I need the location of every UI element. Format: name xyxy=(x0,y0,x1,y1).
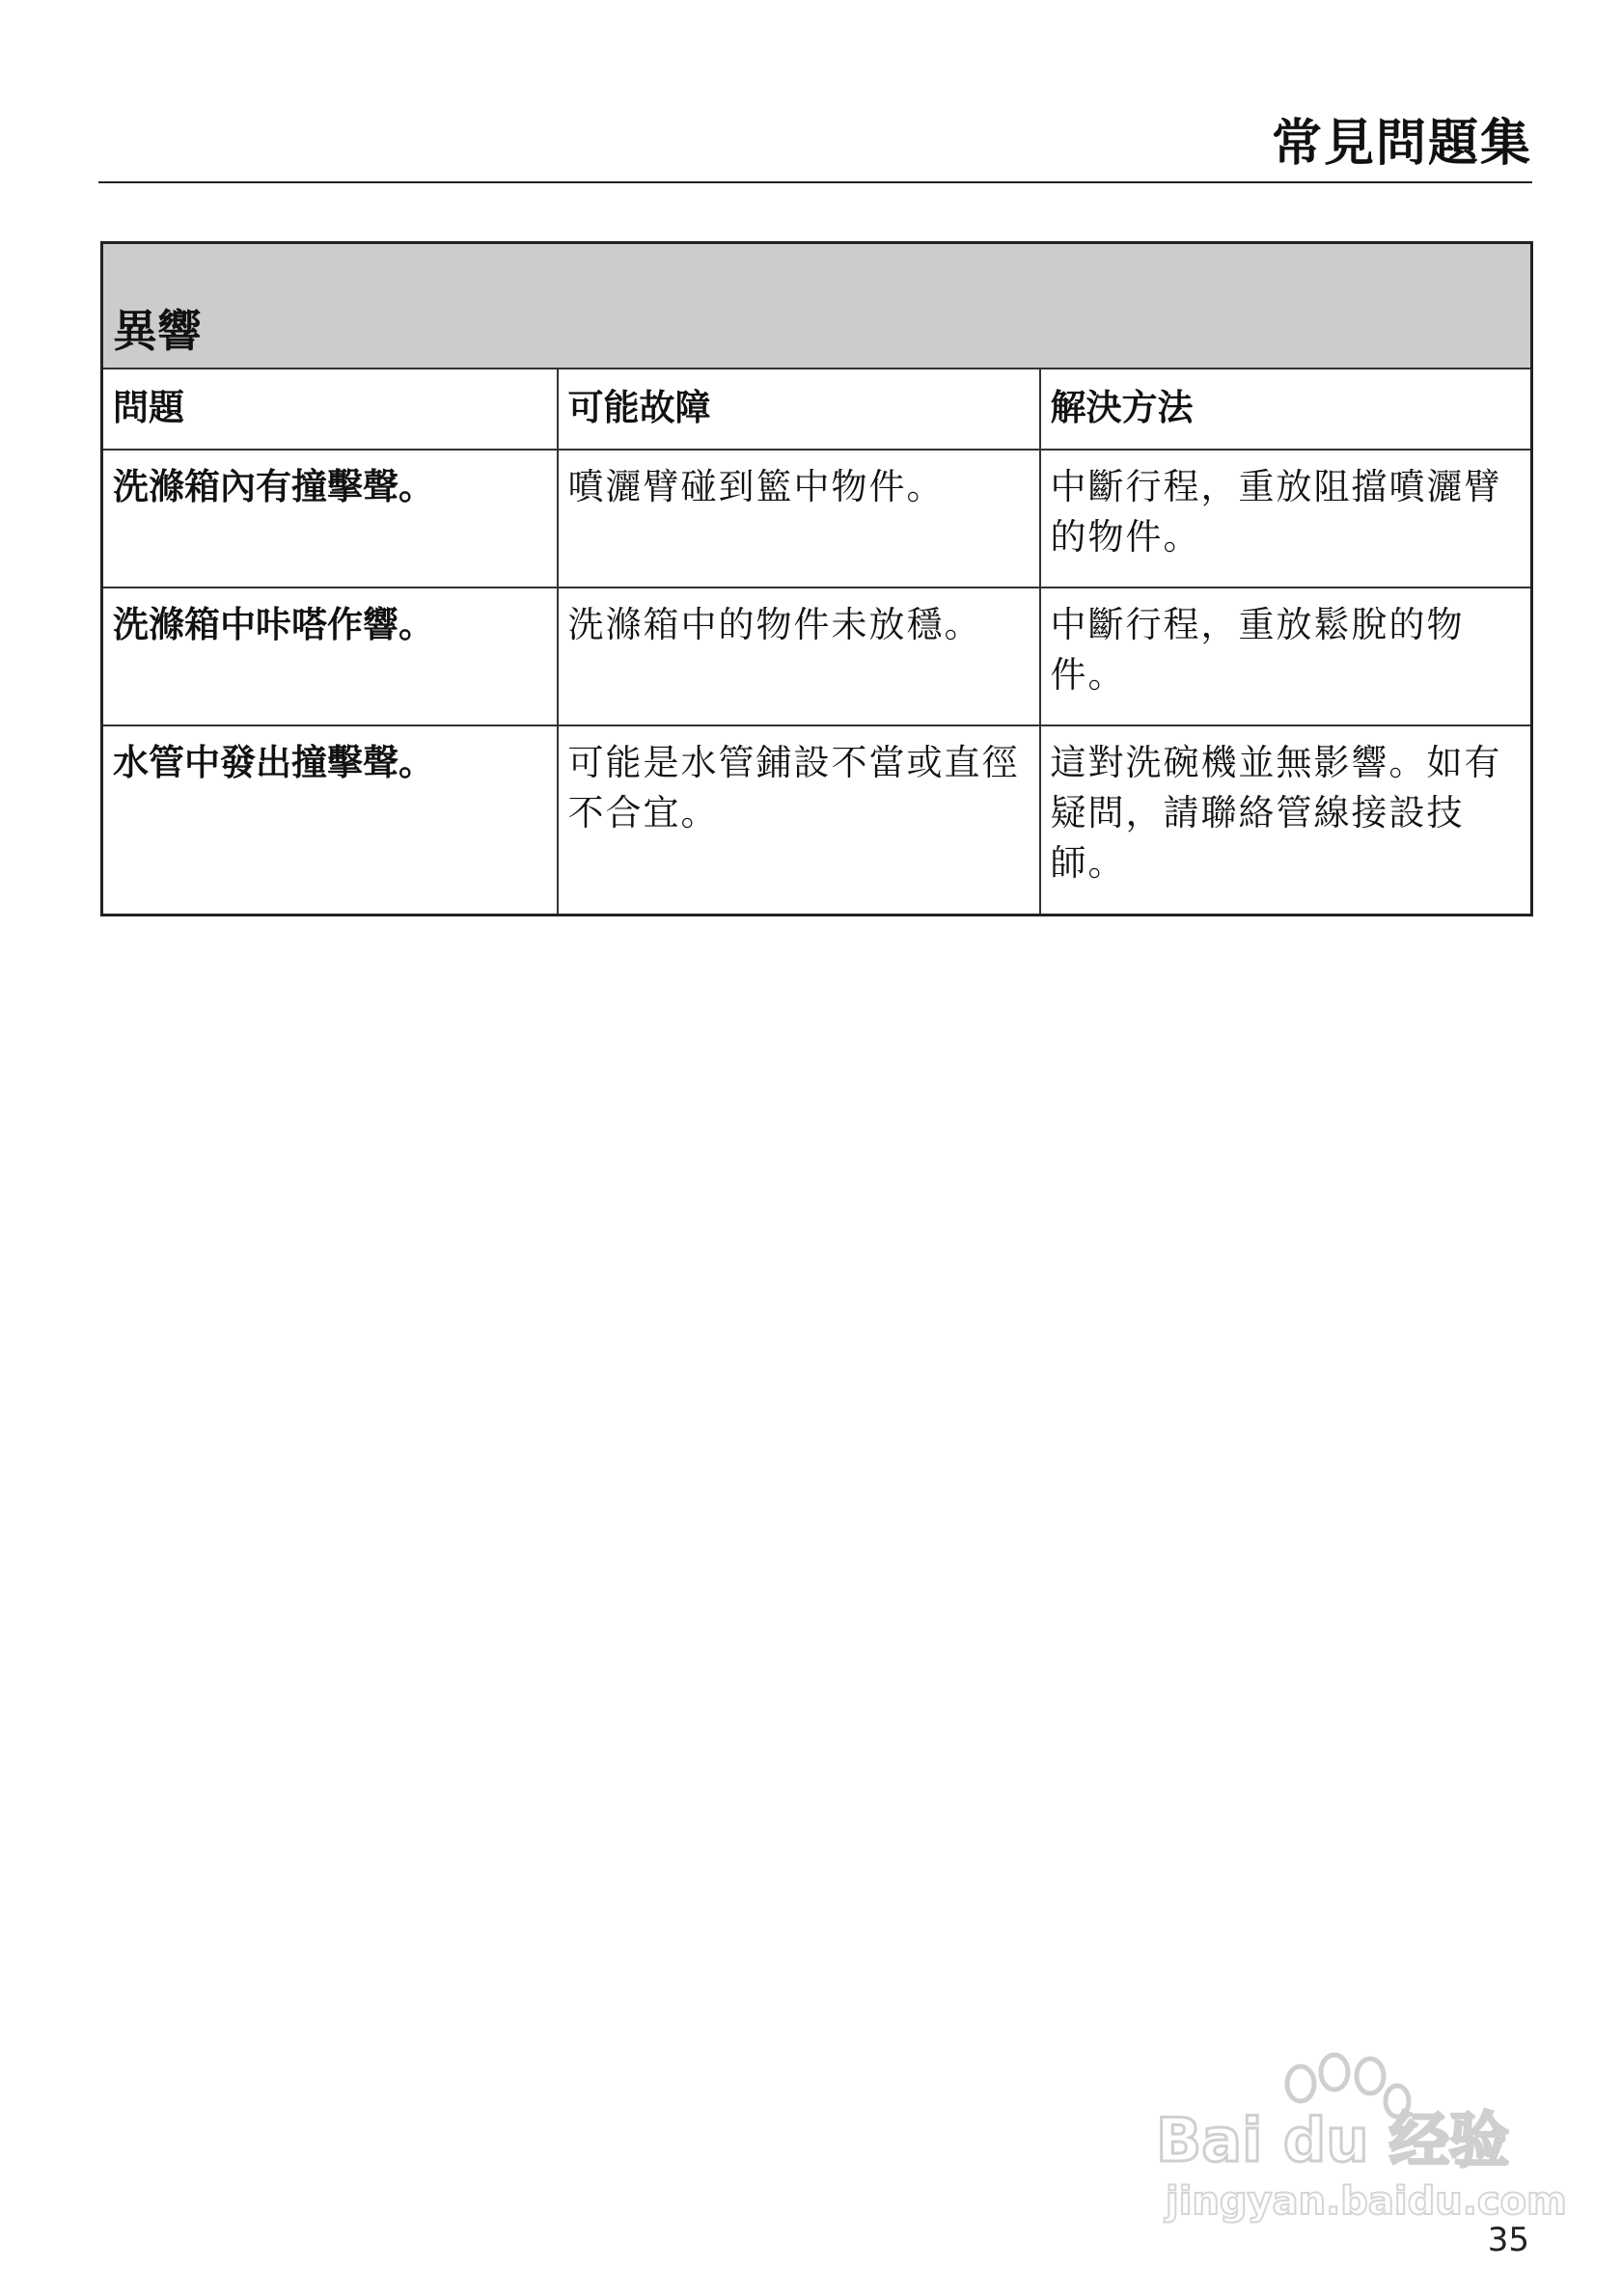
page-header xyxy=(98,93,1532,183)
page-number: 35 xyxy=(1487,2221,1529,2259)
table-row xyxy=(102,450,1532,588)
table-row xyxy=(102,588,1532,725)
section-title: 異響 xyxy=(102,243,1532,369)
problem-cell: 水管中發出撞擊聲。 xyxy=(102,725,558,916)
problem-cell: 洗滌箱內有撞擊聲。 xyxy=(102,450,558,588)
page-title: 常見問題集 xyxy=(1271,115,1532,173)
table-row xyxy=(102,725,1532,916)
watermark-brand: Bai du 经验 xyxy=(1156,2105,1510,2175)
watermark-url: jingyan.baidu.com xyxy=(1166,2179,1567,2224)
column-header-problem: 問題 xyxy=(102,369,558,450)
solution-cell: 中斷行程，重放阻擋噴灑臂的物件。 xyxy=(1040,450,1532,588)
cause-cell: 噴灑臂碰到籃中物件。 xyxy=(558,450,1040,588)
faq-table xyxy=(100,241,1533,916)
baidu-jingyan-watermark xyxy=(1156,2055,1567,2238)
solution-cell: 中斷行程，重放鬆脫的物件。 xyxy=(1040,588,1532,725)
column-header-solution: 解決方法 xyxy=(1040,369,1532,450)
column-header-cause: 可能故障 xyxy=(558,369,1040,450)
section-header-row xyxy=(102,243,1532,369)
solution-cell: 這對洗碗機並無影響。如有疑問，請聯絡管線接設技師。 xyxy=(1040,725,1532,916)
problem-cell: 洗滌箱中咔嗒作響。 xyxy=(102,588,558,725)
cause-cell: 可能是水管鋪設不當或直徑不合宜。 xyxy=(558,725,1040,916)
cause-cell: 洗滌箱中的物件未放穩。 xyxy=(558,588,1040,725)
column-header-row xyxy=(102,369,1532,450)
